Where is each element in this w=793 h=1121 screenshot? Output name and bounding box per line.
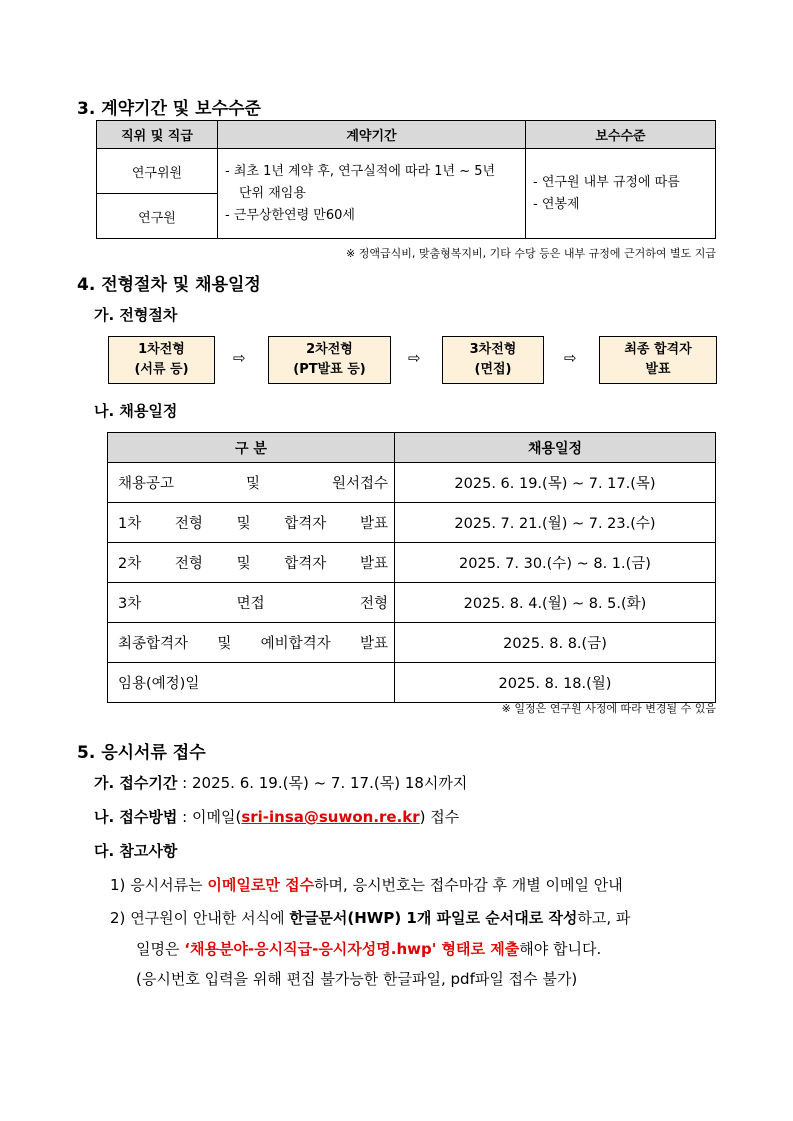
period-line [94,772,467,793]
reference-item-1-text-b: 하며, 응시번호는 접수마감 후 개별 이메일 안내 [314,876,623,894]
step-1-box [108,336,215,384]
reference-item-2-text-a: 연구원이 안내한 서식에 [130,909,290,927]
method-suffix: ) 접수 [419,808,460,826]
schedule-date: 2025. 6. 19.(목) ~ 7. 17.(목) [395,463,716,503]
schedule-date: 2025. 8. 8.(금) [395,623,716,663]
step-4-desc: 발표 [645,362,671,377]
section4-heading: 4. 전형절차 및 채용일정 [77,275,261,295]
pay-bullet-1: - 연구원 내부 규정에 따름 [533,174,680,190]
reference-item-2-line2 [136,938,601,959]
method-prefix: : 이메일( [182,808,242,826]
schedule-date: 2025. 8. 4.(월) ~ 8. 5.(화) [395,583,716,623]
table-row [108,503,716,543]
reference-item-2-emphasis: ‘채용분야-응시직급-응시자성명.hwp' 형태로 제출 [184,940,520,958]
reference-item-1-number: 1) [110,876,126,894]
reference-item-1-emphasis: 이메일로만 접수 [207,876,315,894]
schedule-subheading: 나. 채용일정 [94,402,178,420]
period-cell [218,149,526,239]
step-2-box [268,336,391,384]
step-2-title: 2차전형 [306,342,353,357]
schedule-note: ※ 일정은 연구원 사정에 따라 변경될 수 있음 [501,702,716,715]
table-row [108,583,716,623]
step-3-desc: (면접) [474,362,512,377]
reference-item-1 [110,874,623,895]
step-4-box [599,336,717,384]
schedule-date: 2025. 7. 21.(월) ~ 7. 23.(수) [395,503,716,543]
step-3-title: 3차전형 [469,342,517,357]
reference-item-2-text-d: 해야 합니다. [519,940,602,958]
schedule-item: 2차 전형 및 합격자 발표 [108,543,395,583]
arrow-right-icon: ⇨ [564,349,577,367]
reference-item-1-text-a: 응시서류는 [130,876,208,894]
table-row [108,623,716,663]
schedule-date: 2025. 7. 30.(수) ~ 8. 1.(금) [395,543,716,583]
selection-process-subheading: 가. 전형절차 [94,306,178,324]
header-period: 계약기간 [218,121,526,149]
step-4-title: 최종 합격자 [624,342,692,357]
pay-cell [526,149,716,239]
table-row [108,663,716,703]
schedule-item: 1차 전형 및 합격자 발표 [108,503,395,543]
period-bullet-2: - 근무상한연령 만60세 [225,207,355,223]
step-2-desc: (PT발표 등) [293,362,366,377]
reference-item-2-text-b: 하고, 파 [577,909,631,927]
method-line [94,806,459,827]
pay-bullet-2: - 연봉제 [533,196,580,212]
header-pay: 보수수준 [526,121,716,149]
reference-item-2-bold: 한글문서(HWP) 1개 파일로 순서대로 작성 [289,909,578,927]
period-bullet-1: - 최초 1년 계약 후, 연구실적에 따라 1년 ~ 5년 [225,163,496,179]
schedule-item: 3차 면접 전형 [108,583,395,623]
schedule-date: 2025. 8. 18.(월) [395,663,716,703]
schedule-header-category: 구 분 [108,433,395,463]
header-rank: 직위 및 직급 [97,121,218,149]
section5-heading: 5. 응시서류 접수 [77,743,206,763]
section3-heading: 3. 계약기간 및 보수수준 [77,99,261,119]
step-1-desc: (서류 등) [134,362,189,377]
reference-item-2-text-c: 일명은 [136,940,185,958]
arrow-right-icon: ⇨ [233,349,246,367]
arrow-right-icon: ⇨ [408,349,421,367]
schedule-item: 최종합격자 및 예비합격자 발표 [108,623,395,663]
period-label: 가. 접수기간 [94,774,178,792]
reference-subheading: 다. 참고사항 [94,842,178,860]
rank-researcher-fellow: 연구위원 [97,149,218,194]
reference-item-2-number: 2) [110,909,126,927]
contract-table [96,120,716,239]
period-bullet-1-cont: 단위 재임용 [239,185,306,201]
section3-note: ※ 정액급식비, 맞춤형복지비, 기타 수당 등은 내부 규정에 근거하여 별도 지급 [346,247,716,260]
reference-item-2 [110,907,630,928]
step-3-box [442,336,544,384]
schedule-table [107,432,716,703]
table-row [108,463,716,503]
period-value: : 2025. 6. 19.(목) ~ 7. 17.(목) 18시까지 [182,774,468,792]
email-link[interactable]: sri-insa@suwon.re.kr [241,808,420,826]
rank-researcher: 연구원 [97,194,218,239]
schedule-header-date: 채용일정 [395,433,716,463]
table-row [108,543,716,583]
schedule-item: 채용공고 및 원서접수 [108,463,395,503]
method-label: 나. 접수방법 [94,808,178,826]
step-1-title: 1차전형 [138,342,185,357]
schedule-item: 임용(예정)일 [108,663,395,703]
reference-item-2-note: (응시번호 입력을 위해 편집 불가능한 한글파일, pdf파일 접수 불가) [136,970,578,988]
